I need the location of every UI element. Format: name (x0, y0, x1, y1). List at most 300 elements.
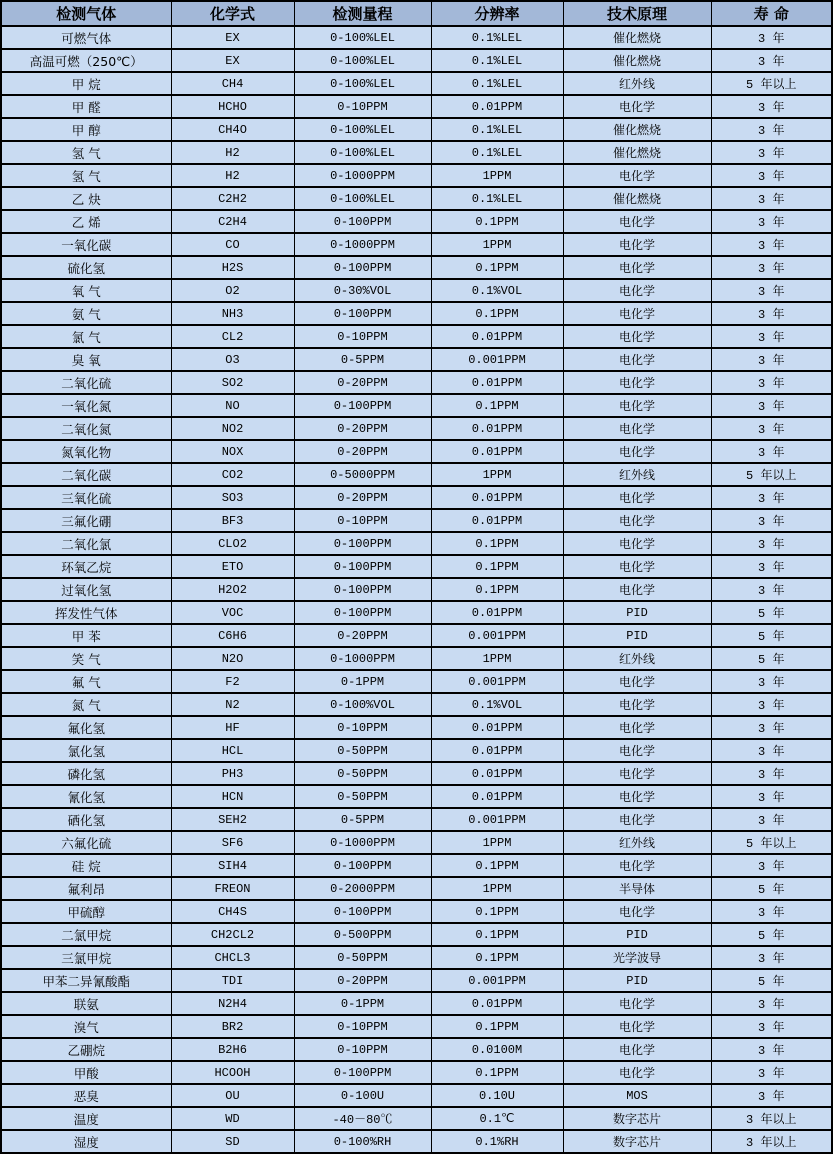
table-row (1, 302, 832, 325)
lifespan-cell: 3 年 (711, 233, 832, 256)
table-row (1, 739, 832, 762)
principle-cell: 电化学 (563, 992, 711, 1015)
table-row (1, 72, 832, 95)
range-cell: 0-20PPM (294, 371, 431, 394)
table-row (1, 371, 832, 394)
range-cell: 0-50PPM (294, 739, 431, 762)
range-cell: 0-100PPM (294, 555, 431, 578)
table-row (1, 601, 832, 624)
gas-cell: 甲 醛 (1, 95, 171, 118)
table-row (1, 1084, 832, 1107)
gas-cell: 磷化氢 (1, 762, 171, 785)
lifespan-cell: 3 年 (711, 417, 832, 440)
formula-cell: CL2 (171, 325, 294, 348)
range-cell: 0-20PPM (294, 624, 431, 647)
formula-cell: SD (171, 1130, 294, 1153)
lifespan-cell: 3 年 (711, 509, 832, 532)
lifespan-cell: 3 年 (711, 785, 832, 808)
formula-cell: H2S (171, 256, 294, 279)
table-row (1, 808, 832, 831)
principle-cell: 电化学 (563, 440, 711, 463)
lifespan-cell: 3 年 (711, 141, 832, 164)
range-cell: 0-100U (294, 1084, 431, 1107)
lifespan-cell: 3 年 (711, 164, 832, 187)
resolution-cell: 0.1PPM (431, 1015, 563, 1038)
principle-cell: 半导体 (563, 877, 711, 900)
table-row (1, 417, 832, 440)
table-row (1, 946, 832, 969)
resolution-cell: 0.1PPM (431, 923, 563, 946)
table-row (1, 992, 832, 1015)
range-cell: 0-10PPM (294, 95, 431, 118)
gas-cell: 臭 氧 (1, 348, 171, 371)
formula-cell: SIH4 (171, 854, 294, 877)
range-cell: 0-100%LEL (294, 72, 431, 95)
gas-cell: 甲 烷 (1, 72, 171, 95)
gas-cell: 氢 气 (1, 164, 171, 187)
lifespan-cell: 3 年 (711, 440, 832, 463)
formula-cell: SO2 (171, 371, 294, 394)
gas-cell: 三氟化硼 (1, 509, 171, 532)
table-row (1, 877, 832, 900)
resolution-cell: 0.1PPM (431, 1061, 563, 1084)
gas-cell: 乙 烯 (1, 210, 171, 233)
lifespan-cell: 3 年 (711, 808, 832, 831)
principle-cell: MOS (563, 1084, 711, 1107)
formula-cell: VOC (171, 601, 294, 624)
range-cell: 0-50PPM (294, 762, 431, 785)
table-row (1, 762, 832, 785)
principle-cell: 电化学 (563, 808, 711, 831)
range-cell: 0-100%LEL (294, 187, 431, 210)
resolution-cell: 1PPM (431, 831, 563, 854)
formula-cell: C6H6 (171, 624, 294, 647)
gas-cell: 一氧化氮 (1, 394, 171, 417)
gas-cell: 二氧化硫 (1, 371, 171, 394)
range-cell: 0-100PPM (294, 854, 431, 877)
resolution-cell: 0.1%LEL (431, 49, 563, 72)
table-row (1, 1107, 832, 1130)
principle-cell: 数字芯片 (563, 1107, 711, 1130)
resolution-cell: 0.1PPM (431, 854, 563, 877)
lifespan-cell: 3 年 (711, 1038, 832, 1061)
principle-cell: 电化学 (563, 1015, 711, 1038)
formula-cell: SO3 (171, 486, 294, 509)
lifespan-cell: 3 年 (711, 210, 832, 233)
resolution-cell: 0.1%LEL (431, 141, 563, 164)
gas-cell: 硅 烷 (1, 854, 171, 877)
range-cell: 0-100%LEL (294, 118, 431, 141)
lifespan-cell: 3 年 (711, 1061, 832, 1084)
gas-cell: 硫化氢 (1, 256, 171, 279)
principle-cell: 电化学 (563, 417, 711, 440)
lifespan-cell: 3 年 (711, 900, 832, 923)
range-cell: 0-50PPM (294, 785, 431, 808)
table-row (1, 624, 832, 647)
lifespan-cell: 3 年 (711, 371, 832, 394)
resolution-cell: 0.1%VOL (431, 279, 563, 302)
resolution-cell: 0.01PPM (431, 739, 563, 762)
principle-cell: 电化学 (563, 210, 711, 233)
resolution-cell: 0.01PPM (431, 486, 563, 509)
gas-cell: 氢 气 (1, 141, 171, 164)
resolution-cell: 0.0100M (431, 1038, 563, 1061)
resolution-cell: 0.1PPM (431, 256, 563, 279)
principle-cell: 催化燃烧 (563, 49, 711, 72)
range-cell: 0-5PPM (294, 808, 431, 831)
principle-cell: 电化学 (563, 279, 711, 302)
gas-cell: 甲 醇 (1, 118, 171, 141)
formula-cell: H2O2 (171, 578, 294, 601)
lifespan-cell: 3 年 (711, 854, 832, 877)
formula-cell: EX (171, 49, 294, 72)
gas-cell: 氟化氢 (1, 716, 171, 739)
table-row (1, 394, 832, 417)
principle-cell: 电化学 (563, 394, 711, 417)
lifespan-cell: 3 年 (711, 302, 832, 325)
formula-cell: ETO (171, 555, 294, 578)
resolution-cell: 0.01PPM (431, 325, 563, 348)
lifespan-cell: 3 年 (711, 693, 832, 716)
gas-cell: 甲苯二异氰酸酯 (1, 969, 171, 992)
formula-cell: FREON (171, 877, 294, 900)
column-header-formula: 化学式 (171, 1, 294, 26)
lifespan-cell: 3 年 (711, 555, 832, 578)
resolution-cell: 1PPM (431, 463, 563, 486)
range-cell: 0-100%LEL (294, 26, 431, 49)
gas-cell: 过氧化氢 (1, 578, 171, 601)
resolution-cell: 0.1℃ (431, 1107, 563, 1130)
lifespan-cell: 3 年 (711, 394, 832, 417)
gas-cell: 甲酸 (1, 1061, 171, 1084)
principle-cell: 电化学 (563, 95, 711, 118)
formula-cell: BR2 (171, 1015, 294, 1038)
gas-cell: 联氨 (1, 992, 171, 1015)
table-row (1, 1061, 832, 1084)
resolution-cell: 0.1PPM (431, 555, 563, 578)
range-cell: 0-100PPM (294, 601, 431, 624)
principle-cell: 电化学 (563, 762, 711, 785)
column-header-gas: 检测气体 (1, 1, 171, 26)
table-row (1, 509, 832, 532)
range-cell: 0-1000PPM (294, 831, 431, 854)
principle-cell: 电化学 (563, 233, 711, 256)
table-row (1, 26, 832, 49)
formula-cell: CHCL3 (171, 946, 294, 969)
formula-cell: HCN (171, 785, 294, 808)
principle-cell: 电化学 (563, 164, 711, 187)
formula-cell: OU (171, 1084, 294, 1107)
formula-cell: WD (171, 1107, 294, 1130)
principle-cell: 电化学 (563, 1061, 711, 1084)
gas-cell: 氯 气 (1, 325, 171, 348)
principle-cell: 数字芯片 (563, 1130, 711, 1153)
principle-cell: 电化学 (563, 486, 711, 509)
formula-cell: SF6 (171, 831, 294, 854)
gas-cell: 可燃气体 (1, 26, 171, 49)
table-row (1, 670, 832, 693)
range-cell: 0-100%VOL (294, 693, 431, 716)
principle-cell: 催化燃烧 (563, 141, 711, 164)
lifespan-cell: 3 年 (711, 26, 832, 49)
principle-cell: PID (563, 969, 711, 992)
gas-cell: 氧 气 (1, 279, 171, 302)
lifespan-cell: 5 年以上 (711, 72, 832, 95)
principle-cell: 电化学 (563, 854, 711, 877)
range-cell: 0-10PPM (294, 1038, 431, 1061)
table-row (1, 854, 832, 877)
gas-cell: 温度 (1, 1107, 171, 1130)
formula-cell: NO2 (171, 417, 294, 440)
gas-cell: 湿度 (1, 1130, 171, 1153)
lifespan-cell: 5 年 (711, 624, 832, 647)
formula-cell: C2H4 (171, 210, 294, 233)
principle-cell: 电化学 (563, 509, 711, 532)
gas-cell: 恶臭 (1, 1084, 171, 1107)
resolution-cell: 1PPM (431, 233, 563, 256)
resolution-cell: 1PPM (431, 647, 563, 670)
formula-cell: O3 (171, 348, 294, 371)
formula-cell: NH3 (171, 302, 294, 325)
formula-cell: N2O (171, 647, 294, 670)
table-row (1, 279, 832, 302)
principle-cell: 电化学 (563, 532, 711, 555)
table-row (1, 900, 832, 923)
lifespan-cell: 5 年以上 (711, 463, 832, 486)
resolution-cell: 0.001PPM (431, 670, 563, 693)
lifespan-cell: 3 年 (711, 739, 832, 762)
resolution-cell: 0.10U (431, 1084, 563, 1107)
gas-cell: 六氟化硫 (1, 831, 171, 854)
lifespan-cell: 5 年以上 (711, 831, 832, 854)
lifespan-cell: 3 年 (711, 118, 832, 141)
formula-cell: CH4O (171, 118, 294, 141)
table-row (1, 831, 832, 854)
resolution-cell: 0.1%VOL (431, 693, 563, 716)
formula-cell: HCHO (171, 95, 294, 118)
formula-cell: HF (171, 716, 294, 739)
principle-cell: 红外线 (563, 463, 711, 486)
formula-cell: CO2 (171, 463, 294, 486)
resolution-cell: 1PPM (431, 877, 563, 900)
principle-cell: 电化学 (563, 670, 711, 693)
column-header-range: 检测量程 (294, 1, 431, 26)
resolution-cell: 0.1%LEL (431, 26, 563, 49)
gas-cell: 挥发性气体 (1, 601, 171, 624)
range-cell: 0-100PPM (294, 578, 431, 601)
table-row (1, 1015, 832, 1038)
formula-cell: CO (171, 233, 294, 256)
gas-cell: 三氧化硫 (1, 486, 171, 509)
table-row (1, 210, 832, 233)
resolution-cell: 0.1PPM (431, 210, 563, 233)
column-header-principle: 技术原理 (563, 1, 711, 26)
formula-cell: TDI (171, 969, 294, 992)
resolution-cell: 0.1%LEL (431, 118, 563, 141)
table-row (1, 647, 832, 670)
table-row (1, 693, 832, 716)
principle-cell: 电化学 (563, 900, 711, 923)
resolution-cell: 0.001PPM (431, 969, 563, 992)
formula-cell: B2H6 (171, 1038, 294, 1061)
principle-cell: 电化学 (563, 348, 711, 371)
resolution-cell: 0.1%LEL (431, 72, 563, 95)
range-cell: 0-1000PPM (294, 647, 431, 670)
gas-cell: 乙硼烷 (1, 1038, 171, 1061)
range-cell: 0-100%LEL (294, 49, 431, 72)
resolution-cell: 0.1PPM (431, 578, 563, 601)
resolution-cell: 0.01PPM (431, 992, 563, 1015)
principle-cell: 催化燃烧 (563, 118, 711, 141)
principle-cell: 电化学 (563, 693, 711, 716)
range-cell: 0-2000PPM (294, 877, 431, 900)
lifespan-cell: 3 年 (711, 187, 832, 210)
range-cell: 0-10PPM (294, 716, 431, 739)
principle-cell: 红外线 (563, 72, 711, 95)
resolution-cell: 0.01PPM (431, 371, 563, 394)
range-cell: 0-30%VOL (294, 279, 431, 302)
formula-cell: HCOOH (171, 1061, 294, 1084)
principle-cell: 催化燃烧 (563, 26, 711, 49)
range-cell: 0-20PPM (294, 440, 431, 463)
formula-cell: C2H2 (171, 187, 294, 210)
resolution-cell: 0.1PPM (431, 900, 563, 923)
formula-cell: CLO2 (171, 532, 294, 555)
resolution-cell: 0.1PPM (431, 532, 563, 555)
range-cell: 0-100PPM (294, 532, 431, 555)
lifespan-cell: 5 年 (711, 877, 832, 900)
lifespan-cell: 3 年 (711, 279, 832, 302)
lifespan-cell: 3 年以上 (711, 1107, 832, 1130)
gas-cell: 氮氧化物 (1, 440, 171, 463)
lifespan-cell: 5 年 (711, 647, 832, 670)
principle-cell: 电化学 (563, 371, 711, 394)
range-cell: 0-1000PPM (294, 233, 431, 256)
gas-cell: 环氧乙烷 (1, 555, 171, 578)
range-cell: 0-10PPM (294, 1015, 431, 1038)
formula-cell: N2 (171, 693, 294, 716)
gas-cell: 一氧化碳 (1, 233, 171, 256)
formula-cell: O2 (171, 279, 294, 302)
range-cell: 0-10PPM (294, 325, 431, 348)
principle-cell: PID (563, 601, 711, 624)
principle-cell: 电化学 (563, 256, 711, 279)
gas-cell: 溴气 (1, 1015, 171, 1038)
resolution-cell: 1PPM (431, 164, 563, 187)
range-cell: 0-100PPM (294, 394, 431, 417)
table-row (1, 532, 832, 555)
lifespan-cell: 3 年 (711, 325, 832, 348)
gas-cell: 硒化氢 (1, 808, 171, 831)
range-cell: 0-100PPM (294, 210, 431, 233)
resolution-cell: 0.01PPM (431, 417, 563, 440)
table-row (1, 95, 832, 118)
lifespan-cell: 3 年 (711, 348, 832, 371)
formula-cell: SEH2 (171, 808, 294, 831)
table-row (1, 463, 832, 486)
formula-cell: N2H4 (171, 992, 294, 1015)
range-cell: 0-5PPM (294, 348, 431, 371)
lifespan-cell: 3 年 (711, 992, 832, 1015)
table-row (1, 348, 832, 371)
column-header-lifespan: 寿 命 (711, 1, 832, 26)
table-row (1, 555, 832, 578)
principle-cell: 电化学 (563, 739, 711, 762)
range-cell: 0-50PPM (294, 946, 431, 969)
table-row (1, 440, 832, 463)
lifespan-cell: 5 年 (711, 923, 832, 946)
lifespan-cell: 3 年 (711, 532, 832, 555)
range-cell: 0-500PPM (294, 923, 431, 946)
range-cell: 0-5000PPM (294, 463, 431, 486)
table-row (1, 1038, 832, 1061)
table-row (1, 716, 832, 739)
resolution-cell: 0.1PPM (431, 302, 563, 325)
resolution-cell: 0.01PPM (431, 601, 563, 624)
formula-cell: CH4 (171, 72, 294, 95)
range-cell: 0-100PPM (294, 900, 431, 923)
principle-cell: 电化学 (563, 555, 711, 578)
resolution-cell: 0.01PPM (431, 95, 563, 118)
gas-cell: 氟 气 (1, 670, 171, 693)
range-cell: 0-100PPM (294, 1061, 431, 1084)
table-row (1, 164, 832, 187)
gas-cell: 氟利昂 (1, 877, 171, 900)
range-cell: 0-100%RH (294, 1130, 431, 1153)
range-cell: 0-100PPM (294, 302, 431, 325)
gas-cell: 三氯甲烷 (1, 946, 171, 969)
formula-cell: PH3 (171, 762, 294, 785)
principle-cell: 红外线 (563, 647, 711, 670)
lifespan-cell: 3 年 (711, 670, 832, 693)
gas-cell: 乙 炔 (1, 187, 171, 210)
lifespan-cell: 3 年 (711, 1015, 832, 1038)
resolution-cell: 0.1PPM (431, 946, 563, 969)
resolution-cell: 0.01PPM (431, 440, 563, 463)
lifespan-cell: 5 年 (711, 969, 832, 992)
formula-cell: CH2CL2 (171, 923, 294, 946)
resolution-cell: 0.01PPM (431, 509, 563, 532)
gas-cell: 甲 苯 (1, 624, 171, 647)
lifespan-cell: 3 年 (711, 95, 832, 118)
principle-cell: PID (563, 624, 711, 647)
range-cell: 0-1000PPM (294, 164, 431, 187)
lifespan-cell: 3 年以上 (711, 1130, 832, 1153)
gas-cell: 二氧化碳 (1, 463, 171, 486)
principle-cell: 电化学 (563, 325, 711, 348)
range-cell: 0-10PPM (294, 509, 431, 532)
range-cell: 0-1PPM (294, 670, 431, 693)
resolution-cell: 0.01PPM (431, 716, 563, 739)
resolution-cell: 0.1PPM (431, 394, 563, 417)
lifespan-cell: 3 年 (711, 762, 832, 785)
range-cell: 0-20PPM (294, 417, 431, 440)
table-row (1, 486, 832, 509)
table-row (1, 49, 832, 72)
formula-cell: F2 (171, 670, 294, 693)
principle-cell: 电化学 (563, 716, 711, 739)
table-row (1, 969, 832, 992)
gas-cell: 二氯甲烷 (1, 923, 171, 946)
gas-cell: 氯化氢 (1, 739, 171, 762)
table-row (1, 325, 832, 348)
resolution-cell: 0.001PPM (431, 624, 563, 647)
lifespan-cell: 3 年 (711, 1084, 832, 1107)
table-row (1, 141, 832, 164)
range-cell: 0-20PPM (294, 969, 431, 992)
gas-cell: 氨 气 (1, 302, 171, 325)
formula-cell: EX (171, 26, 294, 49)
